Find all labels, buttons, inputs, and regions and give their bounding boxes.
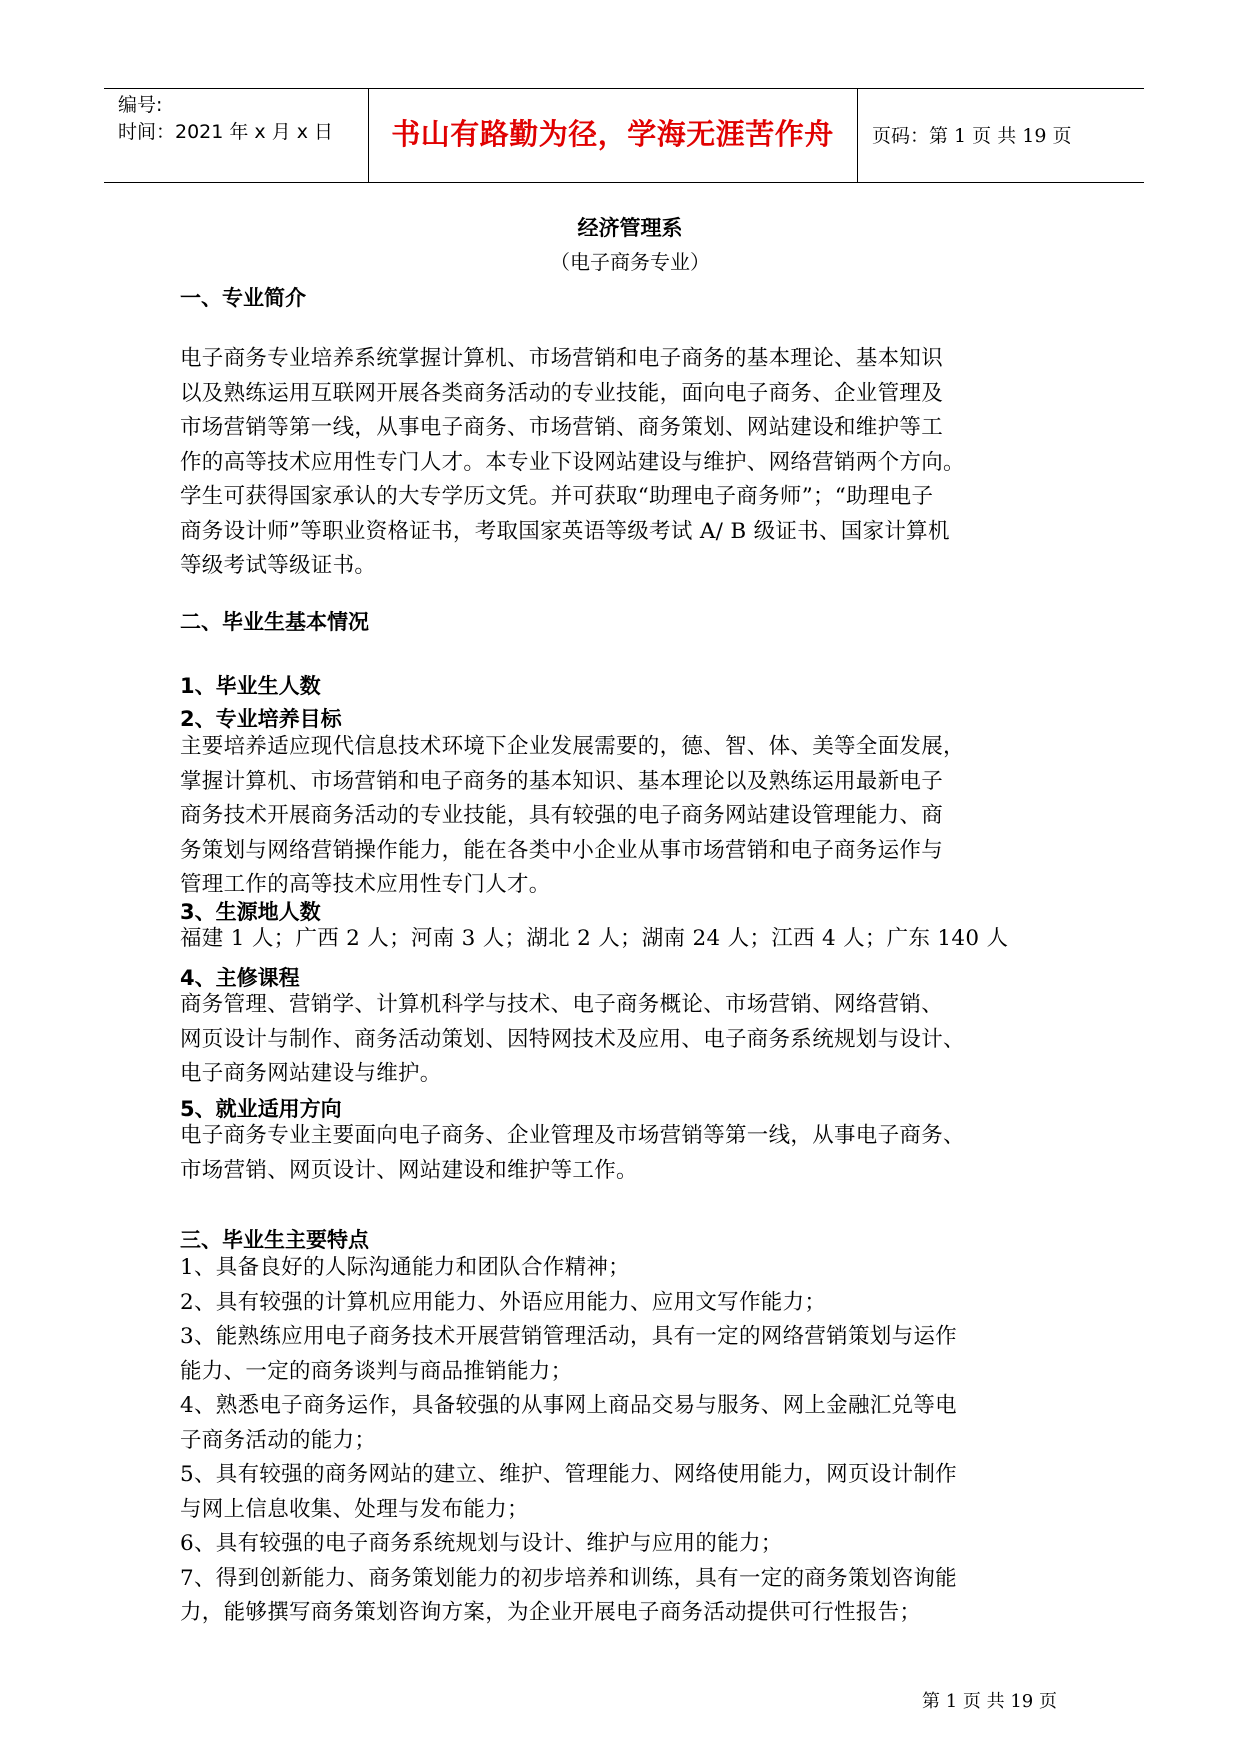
header-divider-right bbox=[857, 88, 858, 182]
section-heading-intro: 一、专业简介 bbox=[180, 286, 306, 310]
list-item: 力，能够撰写商务策划咨询方案，为企业开展电子商务活动提供可行性报告； bbox=[180, 1600, 922, 1625]
paragraph-line: 电子商务网站建设与维护。 bbox=[180, 1061, 442, 1086]
header-page-label: 页码：第 1 页 共 19 页 bbox=[872, 125, 1072, 147]
paragraph-line: 务策划与网络营销操作能力，能在各类中小企业从事市场营销和电子商务运作与 bbox=[180, 837, 944, 863]
list-item: 1、具备良好的人际沟通能力和团队合作精神； bbox=[180, 1255, 630, 1280]
paragraph-line: 电子商务专业培养系统掌握计算机、市场营销和电子商务的基本理论、基本知识 bbox=[180, 346, 944, 371]
list-item: 4、熟悉电子商务运作，具备较强的从事网上商品交易与服务、网上金融汇兑等电 bbox=[180, 1393, 957, 1418]
subheading-training-goal: 2、专业培养目标 bbox=[180, 707, 342, 731]
subheading-graduate-count: 1、毕业生人数 bbox=[180, 674, 321, 698]
list-item: 5、具有较强的商务网站的建立、维护、管理能力、网络使用能力，网页设计制作 bbox=[180, 1462, 957, 1487]
paragraph-line: 商务设计师”等职业资格证书，考取国家英语等级考试 A/ B 级证书、国家计算机 bbox=[180, 518, 950, 544]
paragraph-line: 主要培养适应现代信息技术环境下企业发展需要的，德、智、体、美等全面发展， bbox=[180, 734, 965, 759]
employment-direction-paragraph bbox=[180, 1119, 1080, 1188]
paragraph-line: 掌握计算机、市场营销和电子商务的基本知识、基本理论以及熟练运用最新电子 bbox=[180, 768, 944, 794]
paragraph-line: 网页设计与制作、商务活动策划、因特网技术及应用、电子商务系统规划与设计、 bbox=[180, 1026, 965, 1052]
list-item: 6、具有较强的电子商务系统规划与设计、维护与应用的能力； bbox=[180, 1531, 783, 1556]
features-list bbox=[180, 1251, 1080, 1631]
paragraph-line: 等级考试等级证书。 bbox=[180, 553, 377, 578]
paragraph-line: 学生可获得国家承认的大专学历文凭。并可获取“助理电子商务师”；“助理电子 bbox=[180, 484, 934, 509]
paragraph-line: 作的高等技术应用性专门人才。本专业下设网站建设与维护、网络营销两个方向。 bbox=[180, 449, 965, 475]
header-motto: 书山有路勤为径，学海无涯苦作舟 bbox=[391, 117, 834, 151]
paragraph-line: 以及熟练运用互联网开展各类商务活动的专业技能，面向电子商务、企业管理及 bbox=[180, 380, 944, 406]
paragraph-line: 管理工作的高等技术应用性专门人才。 bbox=[180, 872, 551, 897]
list-item: 3、能熟练应用电子商务技术开展营销管理活动，具有一定的网络营销策划与运作 bbox=[180, 1324, 957, 1349]
header-bottom-rule bbox=[104, 182, 1144, 183]
list-item: 与网上信息收集、处理与发布能力； bbox=[180, 1496, 529, 1522]
subheading-main-courses: 4、主修课程 bbox=[180, 966, 300, 990]
time-label: 时间：2021 年 x 月 x 日 bbox=[118, 121, 334, 143]
footer-page-number: 第 1 页 共 19 页 bbox=[922, 1691, 1057, 1712]
subheading-origin-count: 3、生源地人数 bbox=[180, 900, 321, 924]
serial-label: 编号: bbox=[118, 94, 163, 116]
training-goal-paragraph bbox=[180, 730, 1080, 903]
section-heading-features: 三、毕业生主要特点 bbox=[180, 1228, 369, 1252]
paragraph-line: 市场营销、网页设计、网站建设和维护等工作。 bbox=[180, 1157, 638, 1183]
document-title: 经济管理系 bbox=[577, 216, 683, 240]
list-item: 7、得到创新能力、商务策划能力的初步培养和训练，具有一定的商务策划咨询能 bbox=[180, 1565, 957, 1591]
header-top-rule bbox=[104, 88, 1144, 89]
section-heading-graduates: 二、毕业生基本情况 bbox=[180, 610, 369, 634]
paragraph-line: 商务管理、营销学、计算机科学与技术、电子商务概论、市场营销、网络营销、 bbox=[180, 992, 944, 1017]
subheading-employment-direction: 5、就业适用方向 bbox=[180, 1097, 342, 1121]
paragraph-line: 市场营销等第一线，从事电子商务、市场营销、商务策划、网站建设和维护等工 bbox=[180, 415, 944, 440]
intro-paragraph bbox=[180, 342, 1080, 584]
list-item: 能力、一定的商务谈判与商品推销能力； bbox=[180, 1358, 573, 1384]
header-left-cell bbox=[118, 92, 333, 146]
paragraph-line: 电子商务专业主要面向电子商务、企业管理及市场营销等第一线，从事电子商务、 bbox=[180, 1123, 965, 1148]
list-item: 子商务活动的能力； bbox=[180, 1427, 377, 1453]
main-courses-paragraph bbox=[180, 988, 1080, 1092]
origin-count-paragraph bbox=[180, 922, 1080, 957]
paragraph-line: 商务技术开展商务活动的专业技能，具有较强的电子商务网站建设管理能力、商 bbox=[180, 803, 944, 828]
list-item: 2、具有较强的计算机应用能力、外语应用能力、应用文写作能力； bbox=[180, 1289, 827, 1315]
document-subtitle: （电子商务专业） bbox=[550, 250, 710, 274]
paragraph-line: 福建 1 人；广西 2 人；河南 3 人；湖北 2 人；湖南 24 人；江西 4 人；广东 140 人 bbox=[180, 926, 1009, 951]
